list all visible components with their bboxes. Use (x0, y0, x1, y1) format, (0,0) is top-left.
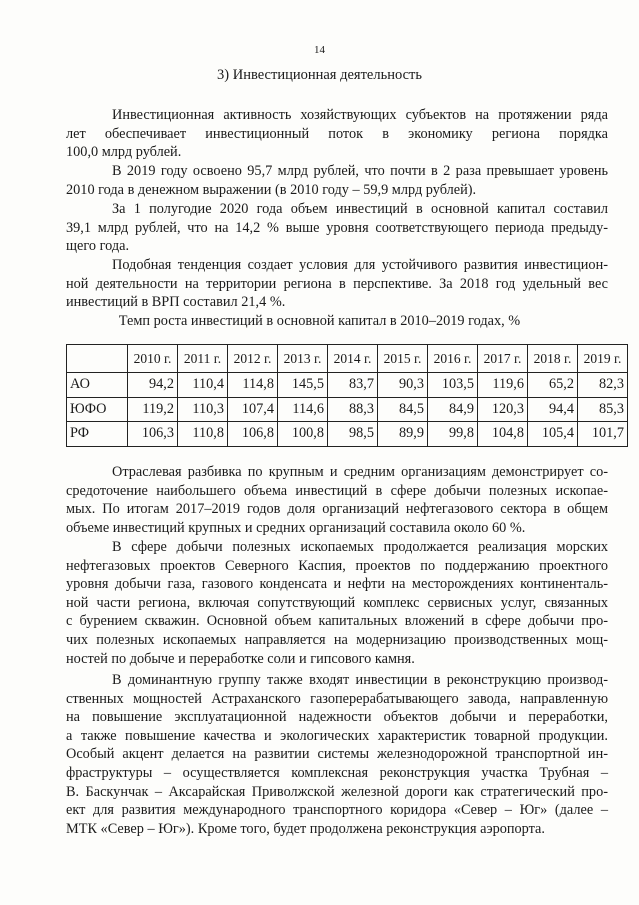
text-line: мых. По итогам 2017–2019 годов доля организаций нефтегазового сектора в общем (66, 501, 608, 518)
text-line: ной деятельности на территории региона в перспективе. За 2018 год удельный вес (66, 275, 608, 292)
table-cell: 110,4 (178, 373, 228, 398)
paragraph-2019-investment (66, 162, 608, 199)
header-corner-cell (67, 345, 128, 373)
section-title: 3) Инвестиционная деятельность (217, 67, 422, 83)
header-cell: 2010 г. (128, 345, 178, 373)
header-cell: 2014 г. (328, 345, 378, 373)
table-cell: 119,2 (128, 397, 178, 422)
table-cell: 94,2 (128, 373, 178, 398)
table-cell: 107,4 (228, 397, 278, 422)
table-row (67, 373, 628, 398)
text-line: ственных мощностей Астраханского газоперерабатывающего завода, направленную (66, 690, 608, 707)
text-line: За 1 полугодие 2020 года объем инвестиций в основной капитал составил (112, 201, 608, 217)
text-line: с бурением скважин. Основной объем капитальных вложений в сфере добычи про- (66, 613, 608, 630)
paragraph-2020-half-year (66, 200, 608, 256)
table-cell: 110,8 (178, 422, 228, 447)
text-line: нефтегазовых проектов Северного Каспия, проектов по поддержанию проектного (66, 557, 608, 574)
table-row (67, 397, 628, 422)
text-line: 2010 года в денежном выражении (в 2010 году – 59,9 млрд рублей). (66, 181, 477, 198)
text-line: 39,1 млрд рублей, что на 14,2 % выше уровня соответствующего периода предыду- (66, 219, 608, 236)
row-label: АО (67, 373, 128, 398)
table-cell: 99,8 (428, 422, 478, 447)
table-row (67, 422, 628, 447)
row-label: РФ (67, 422, 128, 447)
text-line: лет обеспечивает инвестиционный поток в экономику региона порядка (66, 125, 608, 142)
paragraph-investment-activity (66, 106, 608, 162)
table-cell: 82,3 (578, 373, 628, 398)
table-cell: 114,8 (228, 373, 278, 398)
text-line: ект для развития международного транспортного коридора «Север – Юг» (далее – (66, 802, 608, 819)
text-line: ной части региона, включая сопутствующий комплекс сервисных услуг, связанных (66, 594, 608, 611)
text-line: инвестиций в ВРП составил 21,4 %. (66, 294, 286, 311)
table-cell: 98,5 (328, 422, 378, 447)
table-cell: 120,3 (478, 397, 528, 422)
page-number: 14 (314, 44, 325, 56)
text-line: Инвестиционная активность хозяйствующих субъектов на протяжении ряда (112, 107, 608, 123)
investment-growth-table (66, 344, 628, 447)
header-cell: 2012 г. (228, 345, 278, 373)
text-line: ностей по добыче и переработке соли и гипсового камня. (66, 650, 415, 667)
table-cell: 65,2 (528, 373, 578, 398)
table-cell: 83,7 (328, 373, 378, 398)
paragraph-mining (66, 538, 608, 668)
table-cell: 84,5 (378, 397, 428, 422)
table-cell: 101,7 (578, 422, 628, 447)
header-cell: 2015 г. (378, 345, 428, 373)
header-cell: 2018 г. (528, 345, 578, 373)
table-cell: 119,6 (478, 373, 528, 398)
text-line: 100,0 млрд рублей. (66, 144, 182, 161)
header-cell: 2011 г. (178, 345, 228, 373)
table-cell: 103,5 (428, 373, 478, 398)
paragraph-sector-breakdown (66, 463, 608, 537)
table-cell: 89,9 (378, 422, 428, 447)
table-cell: 94,4 (528, 397, 578, 422)
table-cell: 100,8 (278, 422, 328, 447)
text-line: МТК «Север – Юг»). Кроме того, будет продолжена реконструкция аэропорта. (66, 820, 545, 837)
text-line: В доминантную группу также входят инвестиции в реконструкцию производ- (112, 672, 608, 688)
text-line: а также повышение качества и экологических характеристик товарной продукции. (66, 727, 608, 744)
text-line: Подобная тенденция создает условия для устойчивого развития инвестицион- (112, 257, 608, 273)
table-cell: 104,8 (478, 422, 528, 447)
text-line: уровня добычи газа, газового конденсата и нефти на месторождениях континенталь- (66, 576, 608, 593)
table-cell: 85,3 (578, 397, 628, 422)
table-cell: 110,3 (178, 397, 228, 422)
table-cell: 88,3 (328, 397, 378, 422)
table-cell: 105,4 (528, 422, 578, 447)
text-line: чих полезных ископаемых направляется на модернизацию производственных мощ- (66, 631, 608, 648)
text-line: В. Баскунчак – Аксарайская Приволжской железной дороги как стратегический про- (66, 783, 608, 800)
paragraph-trend (66, 256, 608, 312)
table-cell: 145,5 (278, 373, 328, 398)
text-line: В 2019 году освоено 95,7 млрд рублей, что почти в 2 раза превышает уровень (112, 163, 608, 179)
text-line: щего года. (66, 238, 130, 255)
text-line: средоточение наибольшего объема инвестиций в сфере добычи полезных ископае- (66, 482, 608, 499)
text-line: В сфере добычи полезных ископаемых продолжается реализация морских (112, 539, 608, 555)
table-cell: 106,8 (228, 422, 278, 447)
table-cell: 106,3 (128, 422, 178, 447)
text-line: Особый акцент делается на развитии системы железнодорожной транспортной ин- (66, 746, 608, 763)
table-header-row (67, 345, 628, 373)
text-line: фраструктуры – осуществляется комплексная реконструкция участка Трубная – (66, 764, 608, 781)
header-cell: 2017 г. (478, 345, 528, 373)
table-cell: 84,9 (428, 397, 478, 422)
text-line: объеме инвестиций крупных и средних организаций составила около 60 %. (66, 519, 526, 536)
table-cell: 114,6 (278, 397, 328, 422)
header-cell: 2019 г. (578, 345, 628, 373)
paragraph-dominant-group (66, 671, 608, 838)
header-cell: 2016 г. (428, 345, 478, 373)
header-cell: 2013 г. (278, 345, 328, 373)
table-caption: Темп роста инвестиций в основной капитал в 2010–2019 годах, % (118, 313, 521, 329)
text-line: на повышение эксплуатационной надежности объектов добычи и переработки, (66, 709, 608, 726)
text-line: Отраслевая разбивка по крупным и средним организациям демонстрирует со- (112, 464, 608, 480)
row-label: ЮФО (67, 397, 128, 422)
table-cell: 90,3 (378, 373, 428, 398)
